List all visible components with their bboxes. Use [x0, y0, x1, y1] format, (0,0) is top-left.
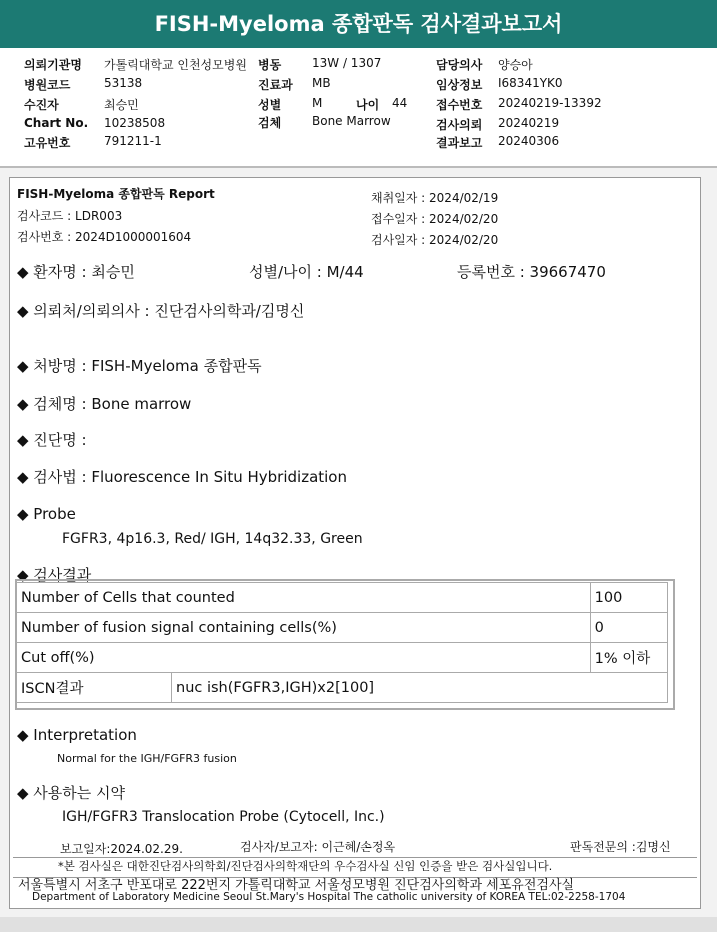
chart-no-value: 10238508: [104, 116, 166, 130]
test-number: 검사번호 : 2024D1000001604: [17, 230, 192, 244]
result-name-cell: Number of fusion signal containing cells(%): [17, 613, 591, 643]
interpretation-value: Normal for the IGH/FGFR3 fusion: [57, 752, 237, 765]
report-heading: FISH-Myeloma 종합판독 Report: [17, 187, 215, 201]
report-body: [9, 177, 701, 909]
reagent-value: IGH/FGFR3 Translocation Probe (Cytocell, Inc.): [62, 809, 385, 825]
age-value: 44: [392, 96, 408, 110]
table-row: [17, 613, 668, 643]
receipt-no-label: 접수번호: [436, 98, 483, 112]
department-value: MB: [312, 76, 331, 90]
doctor-value: 양승아: [498, 58, 533, 72]
interpretation-label: ◆ Interpretation: [17, 726, 137, 744]
clinical-info-label: 임상정보: [436, 78, 483, 92]
lab-address: 서울특별시 서초구 반포대로 222번지 가톨릭대학교 서울성모병원 진단검사의학과 세포유전검사실: [18, 878, 575, 893]
probe-value: FGFR3, 4p16.3, Red/ IGH, 14q32.33, Green: [62, 531, 363, 547]
receive-date: 접수일자 : 2024/02/20: [371, 212, 499, 226]
probe-label: ◆ Probe: [17, 505, 76, 523]
clinical-info-value: I68341YK0: [498, 76, 563, 90]
patient-label: 수진자: [24, 98, 59, 112]
ward-label: 병동: [258, 58, 282, 72]
result-value-cell: 0: [590, 613, 667, 643]
chart-no-label: Chart No.: [24, 116, 89, 130]
iscn-label-cell: ISCN결과: [17, 673, 172, 703]
age-label: 나이: [356, 98, 380, 112]
sex-label: 성별: [258, 98, 282, 112]
unique-no-label: 고유번호: [24, 136, 71, 150]
report-date: 보고일자:2024.02.29.: [60, 842, 183, 856]
doctor-label: 담당의사: [436, 58, 483, 72]
bottom-margin: [0, 917, 717, 932]
table-row: [17, 643, 668, 673]
specimen-name: ◆ 검체명 : Bone marrow: [17, 395, 192, 413]
department-label: 진료과: [258, 78, 293, 92]
certification-note: *본 검사실은 대한진단검사의학회/진단검사의학재단의 우수검사실 신임 인증을 받은 검사실입니다.: [58, 859, 553, 873]
test-request-value: 20240219: [498, 116, 560, 130]
table-row: [17, 583, 668, 613]
patient-header: [0, 48, 717, 168]
unique-no-value: 791211-1: [104, 134, 162, 148]
result-table: [16, 582, 668, 703]
hospital-value: 가톨릭대학교 인천성모병원: [104, 58, 247, 72]
sex-value: M: [312, 96, 323, 110]
reagent-label: ◆ 사용하는 시약: [17, 784, 126, 802]
result-label: ◆ 검사결과: [17, 566, 92, 584]
report-title: FISH-Myeloma 종합판독 검사결과보고서: [0, 0, 717, 48]
diagnosis: ◆ 진단명 :: [17, 431, 87, 449]
specimen-value: Bone Marrow: [312, 114, 391, 128]
hospital-code-value: 53138: [104, 76, 143, 90]
test-request-label: 검사의뢰: [436, 118, 483, 132]
test-date: 검사일자 : 2024/02/20: [371, 233, 499, 247]
referral: ◆ 의뢰처/의뢰의사 : 진단검사의학과/김명신: [17, 302, 305, 320]
table-row: [17, 673, 668, 703]
result-name-cell: Number of Cells that counted: [17, 583, 591, 613]
result-value-cell: 100: [590, 583, 667, 613]
result-value-cell: 1% 이하: [590, 643, 667, 673]
examiner: 검사자/보고자: 이근혜/손정옥: [240, 840, 396, 854]
patient-value: 최승민: [104, 98, 139, 112]
specialist: 판독전문의 :김명신: [570, 840, 671, 854]
result-report-label: 결과보고: [436, 136, 483, 150]
hospital-label: 의뢰기관명: [24, 58, 82, 72]
test-code: 검사코드 : LDR003: [17, 209, 123, 223]
hospital-code-label: 병원코드: [24, 78, 71, 92]
prescription: ◆ 처방명 : FISH-Myeloma 종합판독: [17, 357, 262, 375]
registration-number: 등록번호 : 39667470: [457, 263, 606, 281]
collect-date: 채취일자 : 2024/02/19: [371, 191, 499, 205]
result-name-cell: Cut off(%): [17, 643, 591, 673]
receipt-no-value: 20240219-13392: [498, 96, 602, 110]
ward-value: 13W / 1307: [312, 56, 382, 70]
iscn-value-cell: nuc ish(FGFR3,IGH)x2[100]: [172, 673, 668, 703]
result-report-value: 20240306: [498, 134, 560, 148]
patient-name: ◆ 환자명 : 최승민: [17, 263, 135, 281]
sex-age: 성별/나이 : M/44: [249, 263, 364, 281]
department-info: Department of Laboratory Medicine Seoul St.Mary's Hospital The catholic university of KOREA TEL:02-2258-1704: [32, 891, 626, 903]
specimen-label: 검체: [258, 116, 282, 130]
test-method: ◆ 검사법 : Fluorescence In Situ Hybridization: [17, 468, 347, 486]
